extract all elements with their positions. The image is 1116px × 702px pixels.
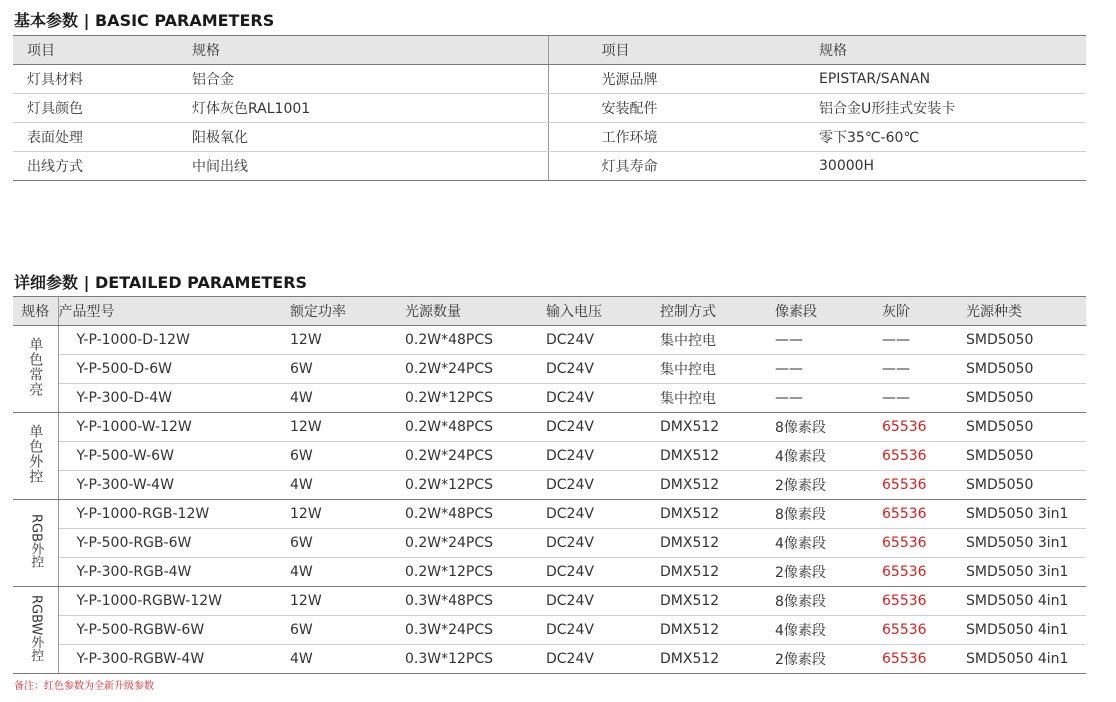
detail-cell: Y-P-300-D-4W bbox=[58, 384, 290, 413]
table-row bbox=[13, 616, 1086, 645]
detail-cell: 2像素段 bbox=[775, 471, 882, 500]
detail-cell: DC24V bbox=[546, 326, 660, 355]
detail-cell: 65536 bbox=[882, 587, 966, 616]
detail-cell: 0.2W*12PCS bbox=[405, 384, 546, 413]
detail-cell: 4像素段 bbox=[775, 616, 882, 645]
table-row bbox=[13, 65, 1086, 94]
basic-cell: 灯体灰色RAL1001 bbox=[192, 94, 548, 123]
basic-header-spec-2: 规格 bbox=[819, 36, 1086, 65]
detail-cell: DC24V bbox=[546, 558, 660, 587]
detail-cell: 65536 bbox=[882, 645, 966, 674]
table-row bbox=[13, 355, 1086, 384]
basic-cell: 灯具寿命 bbox=[548, 152, 819, 181]
detail-header-led-type: 光源种类 bbox=[966, 297, 1086, 326]
detail-cell: Y-P-300-RGB-4W bbox=[58, 558, 290, 587]
basic-cell: EPISTAR/SANAN bbox=[819, 65, 1086, 94]
basic-header-spec: 规格 bbox=[192, 36, 548, 65]
detail-cell: SMD5050 bbox=[966, 471, 1086, 500]
detail-cell: Y-P-500-RGB-6W bbox=[58, 529, 290, 558]
detail-cell: 0.2W*12PCS bbox=[405, 471, 546, 500]
detail-cell: DC24V bbox=[546, 645, 660, 674]
detail-cell: DC24V bbox=[546, 413, 660, 442]
detail-cell: Y-P-1000-D-12W bbox=[58, 326, 290, 355]
detail-header-model: 产品型号 bbox=[58, 297, 290, 326]
detail-header-voltage: 输入电压 bbox=[546, 297, 660, 326]
detail-cell: Y-P-1000-RGBW-12W bbox=[58, 587, 290, 616]
detail-cell: DMX512 bbox=[660, 529, 775, 558]
detail-cell: 6W bbox=[290, 442, 405, 471]
detail-cell: 2像素段 bbox=[775, 645, 882, 674]
detail-cell: 12W bbox=[290, 413, 405, 442]
detail-cell: 0.2W*12PCS bbox=[405, 558, 546, 587]
detail-cell: 0.2W*24PCS bbox=[405, 529, 546, 558]
detail-header-grayscale: 灰阶 bbox=[882, 297, 966, 326]
spec-group-text: 单色外控 bbox=[27, 424, 44, 484]
basic-cell: 30000H bbox=[819, 152, 1086, 181]
detail-cell: —— bbox=[775, 355, 882, 384]
spec-group-label bbox=[13, 587, 58, 674]
table-row bbox=[13, 442, 1086, 471]
detail-cell: —— bbox=[775, 326, 882, 355]
footnote: 备注：红色参数为全新升级参数 bbox=[14, 681, 154, 692]
basic-cell: 中间出线 bbox=[192, 152, 548, 181]
detail-header-led-count: 光源数量 bbox=[405, 297, 546, 326]
detail-cell: SMD5050 3in1 bbox=[966, 558, 1086, 587]
detail-cell: SMD5050 bbox=[966, 442, 1086, 471]
basic-cell: 灯具材料 bbox=[13, 65, 192, 94]
spec-group-text: 单色常亮 bbox=[27, 337, 44, 397]
detailed-parameters-title: 详细参数 | DETAILED PARAMETERS bbox=[14, 273, 308, 292]
detail-cell: DMX512 bbox=[660, 587, 775, 616]
detail-cell: SMD5050 bbox=[966, 384, 1086, 413]
detail-cell: 集中控电 bbox=[660, 326, 775, 355]
detail-cell: 12W bbox=[290, 326, 405, 355]
detail-cell: SMD5050 4in1 bbox=[966, 587, 1086, 616]
detail-cell: 0.2W*48PCS bbox=[405, 413, 546, 442]
table-row bbox=[13, 645, 1086, 674]
detail-cell: 65536 bbox=[882, 442, 966, 471]
detail-cell: 0.3W*24PCS bbox=[405, 616, 546, 645]
table-row bbox=[13, 384, 1086, 413]
table-row bbox=[13, 94, 1086, 123]
detail-cell: 0.2W*24PCS bbox=[405, 442, 546, 471]
detail-header-pixel: 像素段 bbox=[775, 297, 882, 326]
table-row bbox=[13, 558, 1086, 587]
detail-cell: DMX512 bbox=[660, 645, 775, 674]
basic-parameters-table bbox=[13, 35, 1086, 181]
detail-cell: 0.3W*12PCS bbox=[405, 645, 546, 674]
detail-cell: 4像素段 bbox=[775, 529, 882, 558]
spec-group-latin: RGBW bbox=[28, 594, 44, 636]
detail-cell: 0.2W*48PCS bbox=[405, 500, 546, 529]
detail-cell: 4W bbox=[290, 384, 405, 413]
detail-cell: Y-P-500-D-6W bbox=[58, 355, 290, 384]
detail-cell: DMX512 bbox=[660, 413, 775, 442]
detail-cell: SMD5050 4in1 bbox=[966, 616, 1086, 645]
basic-cell: 铝合金U形挂式安装卡 bbox=[819, 94, 1086, 123]
basic-cell: 零下35℃-60℃ bbox=[819, 123, 1086, 152]
basic-cell: 灯具颜色 bbox=[13, 94, 192, 123]
basic-cell: 表面处理 bbox=[13, 123, 192, 152]
detail-cell: 65536 bbox=[882, 471, 966, 500]
detail-cell: DC24V bbox=[546, 529, 660, 558]
detail-cell: 12W bbox=[290, 500, 405, 529]
detail-cell: 8像素段 bbox=[775, 413, 882, 442]
detail-cell: SMD5050 bbox=[966, 355, 1086, 384]
detail-cell: Y-P-500-W-6W bbox=[58, 442, 290, 471]
detailed-parameters-table bbox=[13, 296, 1086, 674]
detail-cell: Y-P-1000-RGB-12W bbox=[58, 500, 290, 529]
detail-cell: 8像素段 bbox=[775, 587, 882, 616]
detail-cell: Y-P-300-W-4W bbox=[58, 471, 290, 500]
spec-group-label bbox=[13, 413, 58, 500]
detail-cell: 6W bbox=[290, 529, 405, 558]
detail-cell: 4W bbox=[290, 645, 405, 674]
detail-cell: DMX512 bbox=[660, 558, 775, 587]
detail-cell: 4W bbox=[290, 558, 405, 587]
detail-cell: —— bbox=[882, 326, 966, 355]
detail-cell: SMD5050 3in1 bbox=[966, 500, 1086, 529]
detail-cell: 65536 bbox=[882, 558, 966, 587]
table-row bbox=[13, 500, 1086, 529]
detail-cell: Y-P-300-RGBW-4W bbox=[58, 645, 290, 674]
table-row bbox=[13, 587, 1086, 616]
detail-cell: SMD5050 bbox=[966, 326, 1086, 355]
table-row bbox=[13, 413, 1086, 442]
detail-cell: 65536 bbox=[882, 529, 966, 558]
detail-cell: 0.2W*24PCS bbox=[405, 355, 546, 384]
detail-cell: —— bbox=[882, 355, 966, 384]
detail-header-power: 额定功率 bbox=[290, 297, 405, 326]
detail-cell: 4像素段 bbox=[775, 442, 882, 471]
spec-group-text bbox=[25, 514, 45, 568]
detail-header-control: 控制方式 bbox=[660, 297, 775, 326]
table-row bbox=[13, 529, 1086, 558]
basic-cell: 安装配件 bbox=[548, 94, 819, 123]
detail-cell: 2像素段 bbox=[775, 558, 882, 587]
table-row bbox=[13, 471, 1086, 500]
detail-cell: DC24V bbox=[546, 355, 660, 384]
detail-cell: —— bbox=[775, 384, 882, 413]
detail-cell: DMX512 bbox=[660, 616, 775, 645]
detail-cell: 6W bbox=[290, 616, 405, 645]
detail-cell: 12W bbox=[290, 587, 405, 616]
detail-cell: DMX512 bbox=[660, 442, 775, 471]
detail-cell: SMD5050 3in1 bbox=[966, 529, 1086, 558]
detail-cell: DC24V bbox=[546, 616, 660, 645]
spec-group-latin: RGB bbox=[28, 513, 44, 543]
detail-header-row bbox=[13, 297, 1086, 326]
detail-cell: DC24V bbox=[546, 471, 660, 500]
basic-header-row bbox=[13, 36, 1086, 65]
detail-cell: 0.2W*48PCS bbox=[405, 326, 546, 355]
spec-group-cjk: 外控 bbox=[28, 635, 44, 662]
basic-cell: 工作环境 bbox=[548, 123, 819, 152]
detail-cell: DC24V bbox=[546, 442, 660, 471]
basic-cell: 铝合金 bbox=[192, 65, 548, 94]
detail-cell: DC24V bbox=[546, 587, 660, 616]
detail-cell: 4W bbox=[290, 471, 405, 500]
detail-cell: SMD5050 4in1 bbox=[966, 645, 1086, 674]
detail-cell: DC24V bbox=[546, 384, 660, 413]
basic-cell: 光源品牌 bbox=[548, 65, 819, 94]
spec-group-cjk: 外控 bbox=[28, 542, 44, 569]
table-row bbox=[13, 152, 1086, 181]
table-row bbox=[13, 123, 1086, 152]
detail-cell: 集中控电 bbox=[660, 384, 775, 413]
detail-cell: 65536 bbox=[882, 616, 966, 645]
detail-cell: DC24V bbox=[546, 500, 660, 529]
table-row bbox=[13, 326, 1086, 355]
detail-cell: DMX512 bbox=[660, 471, 775, 500]
basic-header-item-2: 项目 bbox=[548, 36, 819, 65]
detail-body bbox=[13, 326, 1086, 674]
basic-header-item: 项目 bbox=[13, 36, 192, 65]
basic-parameters-title: 基本参数 | BASIC PARAMETERS bbox=[14, 11, 275, 30]
detail-cell: 65536 bbox=[882, 413, 966, 442]
detail-cell: Y-P-500-RGBW-6W bbox=[58, 616, 290, 645]
detail-header-spec: 规格 bbox=[13, 297, 58, 326]
basic-cell: 出线方式 bbox=[13, 152, 192, 181]
spec-group-label bbox=[13, 500, 58, 587]
basic-cell: 阳极氧化 bbox=[192, 123, 548, 152]
detail-cell: 集中控电 bbox=[660, 355, 775, 384]
detail-cell: 65536 bbox=[882, 500, 966, 529]
detail-cell: SMD5050 bbox=[966, 413, 1086, 442]
detail-cell: —— bbox=[882, 384, 966, 413]
detail-cell: 6W bbox=[290, 355, 405, 384]
spec-group-text bbox=[25, 595, 45, 661]
detail-cell: 0.3W*48PCS bbox=[405, 587, 546, 616]
detail-cell: DMX512 bbox=[660, 500, 775, 529]
detail-cell: 8像素段 bbox=[775, 500, 882, 529]
spec-group-label bbox=[13, 326, 58, 413]
detail-cell: Y-P-1000-W-12W bbox=[58, 413, 290, 442]
